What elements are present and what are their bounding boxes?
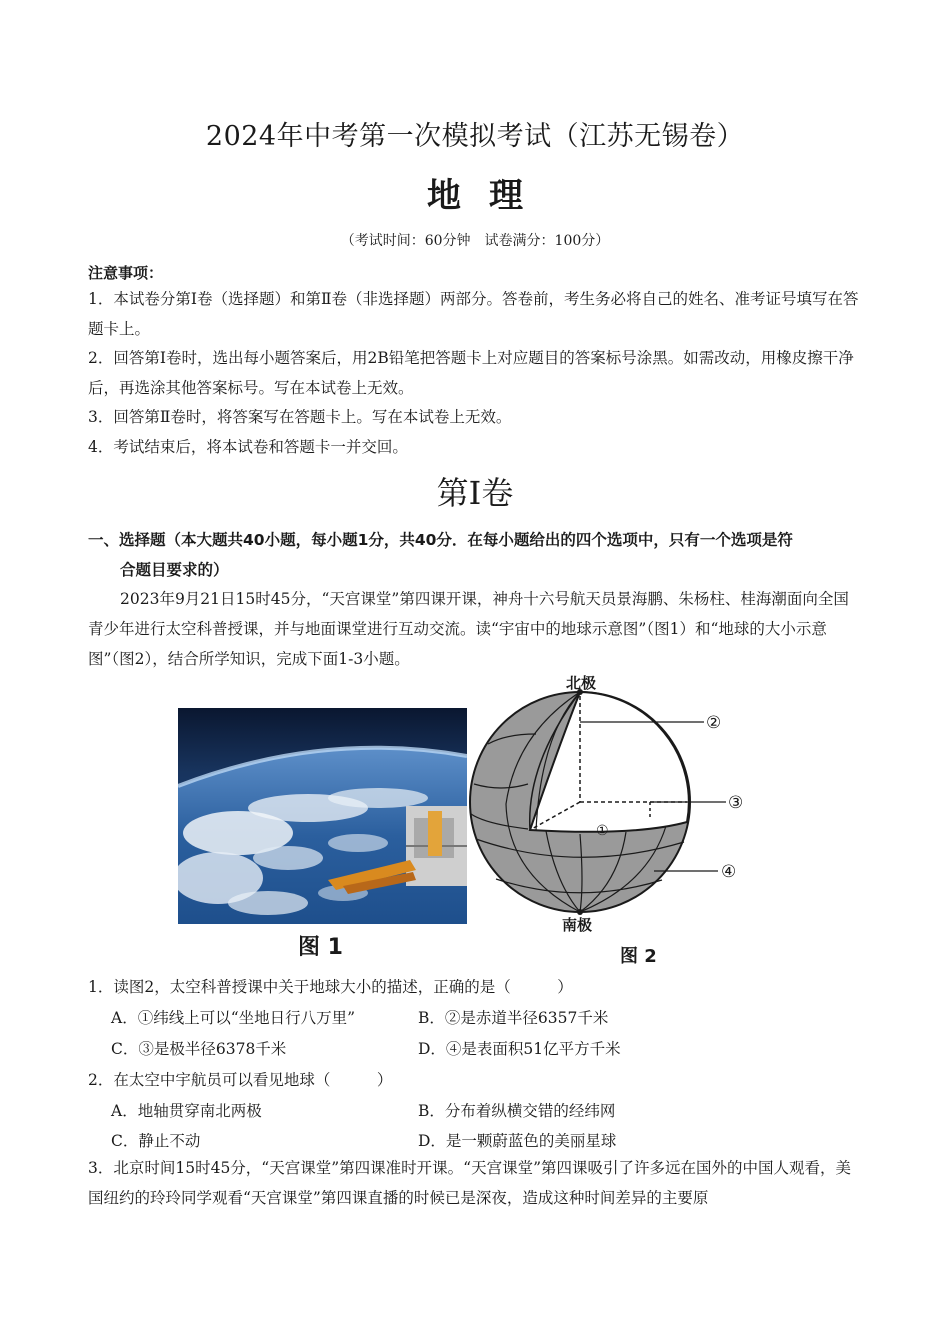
section-heading: [88, 525, 868, 585]
question-2-stem: 2．在太空中宇航员可以看见地球（ ）: [88, 1071, 393, 1089]
question-2-option-c: C．静止不动: [111, 1132, 201, 1150]
question-1-stem: 1．读图2，太空科普授课中关于地球大小的描述，正确的是（ ）: [88, 978, 573, 996]
section-heading-line2: 合题目要求的）: [120, 561, 229, 579]
north-pole-label: 北极: [566, 674, 597, 692]
earth-from-space-image: [178, 708, 467, 924]
subject-title: 地理: [427, 176, 551, 216]
exam-title: 2024年中考第一次模拟考试（江苏无锡卷）: [205, 121, 745, 152]
figure-2-label: 图 2: [620, 946, 657, 967]
question-2-option-b: B．分布着纵横交错的经纬网: [418, 1102, 616, 1120]
notice-item-2: 2．回答第Ⅰ卷时，选出每小题答案后，用2B铅笔把答题卡上对应题目的答案标号涂黑。如需改动，用橡皮擦干净后，再选涂其他答案标号。写在本试卷上无效。: [88, 349, 854, 397]
question-2-option-a: A．地轴贯穿南北两极: [111, 1102, 262, 1120]
question-intro: 2023年9月21日15时45分，“天宫课堂”第四课开课，神舟十六号航天员景海鹏、朱杨柱、桂海潮面向全国青少年进行太空科普授课，并与地面课堂进行互动交流。读“宇宙中的地球示意图”（图1）和“地球的大小示意图”（图2），结合所学知识，完成下面1-3小题。: [88, 590, 849, 668]
question-1-option-c: C．③是极半径6378千米: [111, 1040, 287, 1058]
question-1-option-b: B．②是赤道半径6357千米: [418, 1009, 609, 1027]
south-pole-label: 南极: [562, 916, 593, 934]
marker-4: ④: [721, 862, 737, 882]
figure-1-label: 图 1: [298, 935, 343, 960]
marker-1: ①: [596, 823, 609, 839]
question-1-option-a: A．①纬线上可以“坐地日行八万里”: [111, 1009, 356, 1027]
notice-item-4: 4．考试结束后，将本试卷和答题卡一并交回。: [88, 438, 408, 456]
marker-2: ②: [706, 713, 722, 733]
section-heading-line1: 一、选择题（本大题共40小题，每小题1分，共40分．在每小题给出的四个选项中，只有一个选项是符: [88, 531, 793, 549]
notice-item-1: 1．本试卷分第Ⅰ卷（选择题）和第Ⅱ卷（非选择题）两部分。答卷前，考生务必将自己的姓名、准考证号填写在答题卡上。: [88, 290, 859, 338]
question-3-stem: 3．北京时间15时45分，“天宫课堂”第四课准时开课。“天宫课堂”第四课吸引了许多远在国外的中国人观看，美国纽约的玲玲同学观看“天宫课堂”第四课直播的时候已是深夜，造成这种时间差异的主要原: [88, 1159, 852, 1207]
volume-title: 第Ⅰ卷: [436, 474, 514, 512]
marker-3: ③: [728, 793, 744, 813]
figure-1-photo: [178, 708, 467, 924]
notice-item-3: 3．回答第Ⅱ卷时，将答案写在答题卡上。写在本试卷上无效。: [88, 408, 512, 426]
exam-info: （考试时间：60分钟 试卷满分：100分）: [340, 233, 610, 249]
question-1-option-d: D．④是表面积51亿平方千米: [418, 1040, 621, 1058]
notice-heading: 注意事项：: [88, 264, 164, 282]
figure-2-diagram: [466, 674, 756, 944]
question-2-option-d: D．是一颗蔚蓝色的美丽星球: [418, 1132, 617, 1150]
